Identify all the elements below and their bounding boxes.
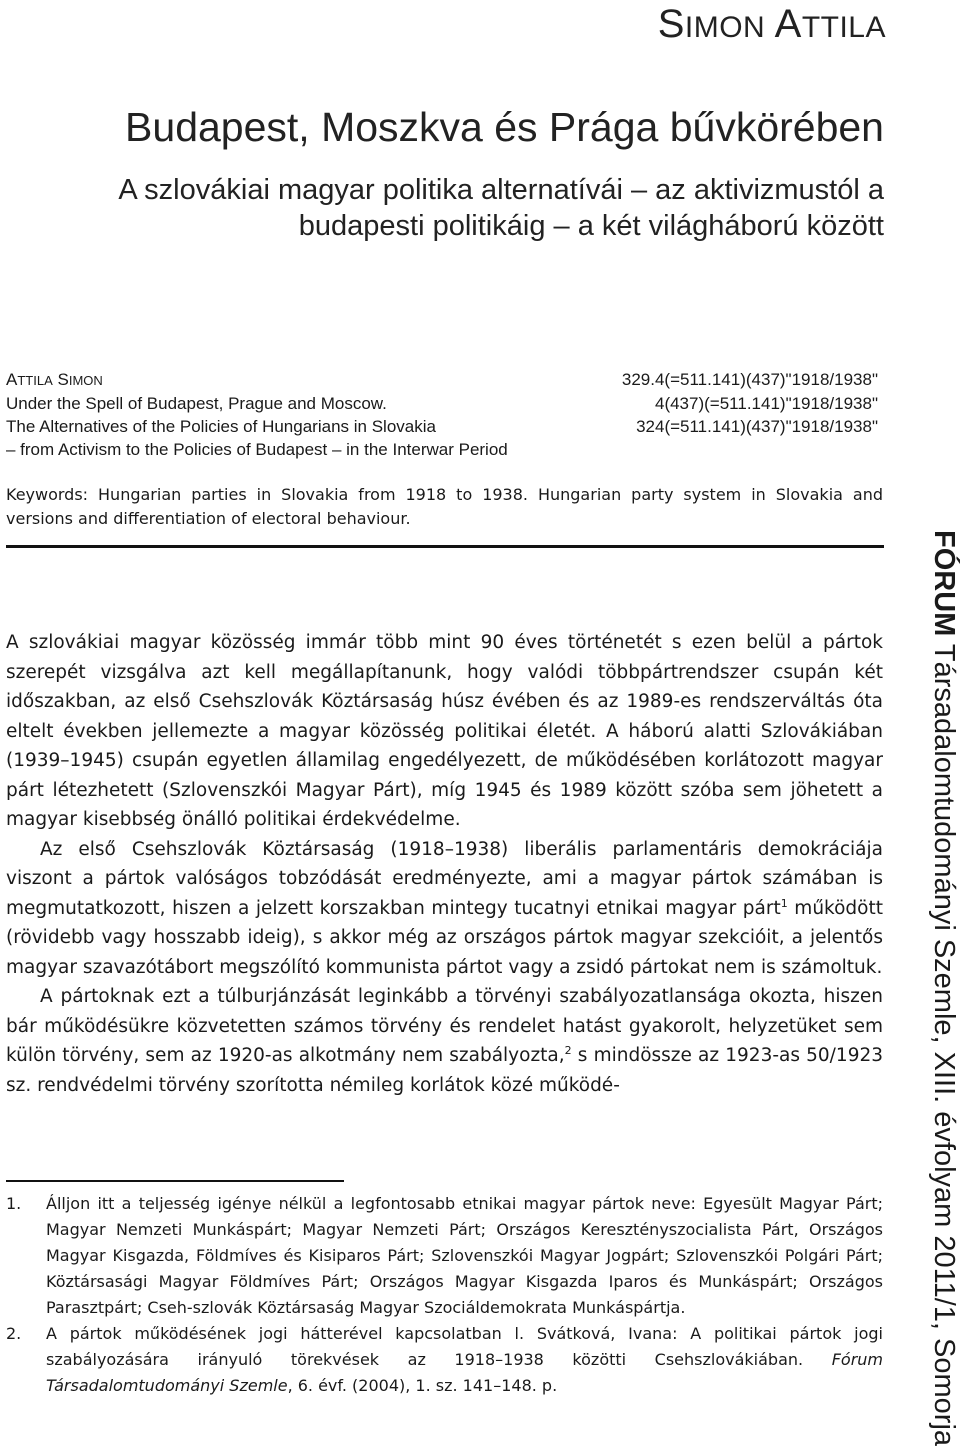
english-title-line-1: Under the Spell of Budapest, Prague and Moscow. (6, 394, 387, 413)
footnote-number: 2. (6, 1324, 22, 1343)
udc-code: 324(=511.141)(437)"1918/1938" (636, 417, 878, 436)
footnote-ref[interactable]: 1 (780, 896, 788, 910)
footnote-text: Álljon itt a teljesség igénye nélkül a legfontosabb etnikai magyar pártok neve: Egyesült Magyar Párt; Magyar Nemzeti Munkáspárt; Magyar Nemzeti Párt; Országos Keresztényszocialista Párt, Országos Magyar Kisgazda, Földmíves és Kisiparos Párt; Szlovenszkói Magyar Jogpárt; Szlovenszkói Polgári Párt; Köztársasági Magyar Földmíves Párt; Országos Magyar Kisgazda Iparos és Munkáspárt; Országos Parasztpárt; Cseh-szlovák Köztársaság Magyar Szociáldemokrata Munkáspártja. (46, 1194, 883, 1317)
english-title-line-2: The Alternatives of the Policies of Hungarians in Slovakia (6, 417, 436, 436)
footnote-ref[interactable]: 2 (564, 1043, 572, 1057)
english-title-line-3: – from Activism to the Policies of Budapest – in the Interwar Period (6, 440, 508, 459)
running-head: FÓRUM Társadalomtudományi Szemle, XIII. évfolyam 2011/1, Somorja (928, 530, 960, 1446)
keywords: Keywords: Hungarian parties in Slovakia from 1918 to 1938. Hungarian party system in Slovakia and versions and differentiation of electoral behaviour. (6, 485, 883, 528)
footnote (6, 1191, 883, 1321)
udc-code: 4(437)(=511.141)"1918/1938" (654, 394, 878, 413)
english-author: ATTILA SIMON (6, 370, 103, 389)
body-paragraph: A szlovákiai magyar közösség immár több mint 90 éves történetét s ezen belül a pártok szerepét vizsgálva azt kell megállapítanunk, hogy valódi többpártrendszer csupán két időszakban, az első Csehszlovák Köztársaság húsz évében és az 1989-es rendszerváltás óta eltelt években jellemezte a magyar közösség politikai életét. A háború alatti Szlovákiában (1939–1945) csupán egyetlen államilag engedélyezett, de működésében korlátozott magyar párt létezhetett (Szlovenszkói Magyar Párt), míg 1945 és 1989 között szóba sem jöhetett a magyar kisebbség önálló politikai érdekvédelme. (6, 632, 883, 830)
footnote (6, 1321, 883, 1399)
footnote-number: 1. (6, 1194, 22, 1213)
article-body (6, 628, 883, 1100)
divider-rule (6, 545, 884, 548)
footnotes (6, 1191, 883, 1399)
body-paragraph: A pártoknak ezt a túlburjánzását leginkább a törvényi szabályozatlansága okozta, hiszen bár működésükre közvetetten számos törvény és rendelet hatást gyakorolt, helyzetüket sem külön törvény, sem az 1920-as alkotmány nem szabályozta,$^2$ s mindössze az 1923-as 50/1923 sz. rendvédelmi törvény szorította némileg korlátok közé működé- (6, 986, 884, 1096)
footnote-text: A pártok működésének jogi hátterével kapcsolatban l. Svátková, Ivana: A politikai pártok jogi szabályozására irányuló törekvések az 1918–1938 közötti Csehszlovákiában. Fórum Társadalomtudományi Szemle, 6. évf. (2004), 1. sz. 141–148. p. (46, 1324, 883, 1395)
body-paragraph: Az első Csehszlovák Köztársaság (1918–1938) liberális parlamentáris demokráciája viszont a pártok valóságos tobzódását eredményezte, ami a magyar pártok számában is megmutatkozott, hiszen a jelzett korszakban mintegy tucatnyi etnikai magyar párt$^1$ működött (rövidebb vagy hosszabb ideig), s akkor még az országos pártok magyar szekcióit, a jelentős magyar szavazótábort megszólító kommunista pártot vagy a zsidó pártokat nem is számoltuk. (6, 838, 883, 978)
udc-code: 329.4(=511.141)(437)"1918/1938" (621, 370, 878, 389)
article-title: Budapest, Moszkva és Prága bűvkörében (125, 104, 884, 150)
footnote-rule (6, 1180, 344, 1182)
author-name: SIMON ATTILA (657, 2, 886, 46)
article-subtitle: A szlovákiai magyar politika alternatívái – az aktivizmustól a budapesti politikáig – a két világháború között (118, 174, 884, 242)
